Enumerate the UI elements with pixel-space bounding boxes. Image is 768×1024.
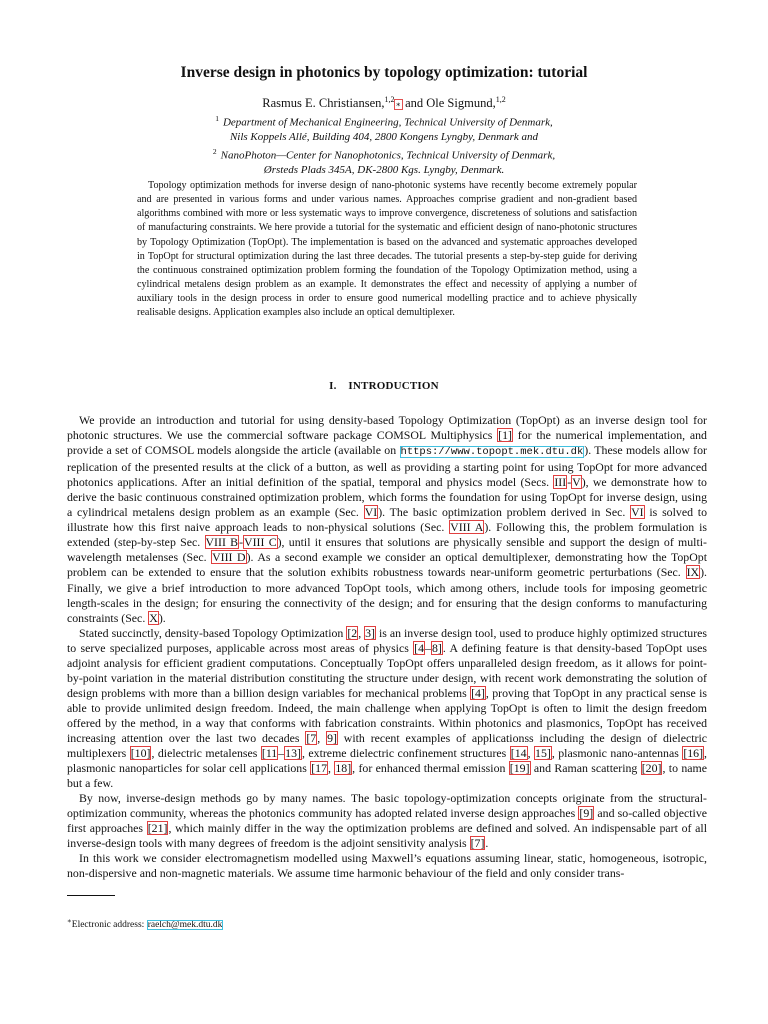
text-run: , which mainly differ in the way the optimization problems are defined and solved. An indispensable part of all inverse-design tools with many degrees of freedom is the adjoint sensitivity analysis	[67, 821, 707, 851]
text-run: -	[239, 535, 244, 550]
text-run: ), we demonstrate how to derive the basic continuous constrained optimization problem, which forms the foundation for using TopOpt for inverse design, using a cylindrical metalens design problem as an example (Sec.	[67, 475, 707, 520]
citation-link[interactable]: 15]	[535, 746, 551, 761]
section-ref-link[interactable]: IX	[686, 565, 700, 580]
citation-link[interactable]: [19]	[509, 761, 530, 776]
section-ref-link[interactable]: VIII A	[450, 520, 484, 535]
citation-link[interactable]: [16]	[683, 746, 704, 761]
footnote-rule	[67, 895, 115, 896]
citation-link[interactable]: 3]	[365, 625, 375, 640]
text-run: . A defining feature is that density-based TopOpt uses adjoint analysis for efficient gradient computations. Conceptually TopOpt offers unparalleled design freedom, as it allows for point-by-point variation in the material distribution constituting the structure under design, with recent work demonstrating the solution of design problems with more than a billion design variables for mechanical problems	[67, 640, 707, 700]
affiliation-line: Nils Koppels Allé, Building 404, 2800 Kongens Lyngby, Denmark and	[229, 131, 539, 144]
citation-link[interactable]: [20]	[641, 761, 662, 776]
text-run: –	[425, 640, 431, 655]
section-ref-link[interactable]: VIII D	[212, 550, 246, 565]
author-name: and Ole Sigmund,	[401, 96, 496, 111]
paper-title: Inverse design in photonics by topology optimization: tutorial	[180, 64, 588, 81]
text-run: , proving that TopOpt in any practical sense is able to provide unlimited design freedom. Indeed, the main challenge when applying TopOpt is often to limit the design freedom offered by the method, in a way that conforms with fabrication constraints. Within photonics and plasmonics, TopOpt has received increasing attention over the last two decades	[67, 685, 707, 745]
citation-link[interactable]: 13]	[285, 746, 301, 761]
affiliation-text: Department of Mechanical Engineering, Technical University of Denmark,	[222, 116, 553, 129]
section-title: INTRODUCTION	[348, 380, 439, 392]
abstract-text: Topology optimization methods for inverse design of nano-photonic systems have recently become extremely popular and are presented in various forms and under various names. Approaches comprise gradient and non-gradient based algorithms combined with more or less systematic ways to improve convergence, discreteness of solutions and satisfaction of manufacturing constraints. We here provide a tutorial for the systematic and efficient design of nano-photonic structures by Topology Optimization (TopOpt). The implementation is based on the advanced and systematic approaches developed in TopOpt for structural optimization during the last three decades. The tutorial presents a step-by-step guide for deriving the continuous constrained optimization problem forming the foundation of the Topology Optimization method, using a cylindrical metalens design problem as an example. It demonstrates the effect and necessity of applying a number of auxiliary tools in the design process in order to ensure good numerical modelling practice and to achieve physically realisable designs. Application examples also include an optical demultiplexer.	[137, 180, 637, 319]
affiliation-number: 2	[212, 146, 217, 156]
text-run: with recent examples of applicationss including the design of dielectric multiplexers	[67, 730, 708, 761]
paragraph	[67, 626, 707, 792]
affiliation-line	[0, 112, 768, 130]
text-run: is solved to illustrate how this first naive approach leads to non-physical solutions (Sec.	[67, 505, 708, 535]
author-name: Rasmus E. Christiansen,	[262, 96, 385, 111]
citation-link[interactable]: [7]	[470, 836, 485, 851]
paragraph	[67, 791, 707, 851]
citation-link[interactable]: [9]	[579, 806, 594, 821]
citation-link[interactable]: [11	[261, 746, 278, 761]
text-run: ,	[317, 730, 327, 745]
section-ref-link[interactable]: X	[149, 610, 158, 625]
body-text	[67, 413, 707, 881]
footnote-mark: ∗	[67, 917, 72, 925]
affiliation-line	[0, 145, 768, 163]
text-run: , plasmonic nano-antennas	[551, 746, 683, 761]
text-run: ,	[328, 761, 335, 776]
author-affil-sup: 1,2	[384, 95, 395, 104]
text-run: for the numerical implementation, and provide a set of COMSOL models alongside the article (available on	[67, 428, 707, 458]
section-ref-link[interactable]: VIII B	[205, 535, 239, 550]
text-run: and so-called objective first approaches	[67, 806, 708, 836]
text-run: is an inverse design tool, used to produce highly optimized structures to serve specialized purposes, applicable across most areas of physics	[67, 625, 708, 655]
citation-link[interactable]: [10]	[130, 746, 151, 761]
section-ref-link[interactable]: VIII C	[244, 535, 277, 550]
text-run: -	[567, 475, 572, 490]
text-run: ). These models allow for replication of the presented results at the click of a button, as well as providing a starting point for using TopOpt for more advanced photonics applications. After an initial definition of the spatial, temporal and physics model (Secs.	[67, 443, 707, 490]
citation-link[interactable]: [4]	[471, 685, 485, 700]
text-run: ,	[358, 625, 365, 640]
footnote-label: Electronic address:	[71, 920, 147, 931]
citation-link[interactable]: [14	[510, 746, 527, 761]
text-run: , to name but a few.	[67, 761, 708, 791]
text-run: ,	[527, 746, 535, 761]
email-link[interactable]: raelch@mek.dtu.dk	[147, 920, 223, 931]
author-line	[0, 95, 768, 111]
text-run: , for enhanced thermal emission	[352, 761, 509, 776]
citation-link[interactable]: [4	[414, 640, 425, 655]
section-ref-link[interactable]: VI	[631, 505, 644, 520]
text-run: We provide an introduction and tutorial for using density-based Topology Optimization (TopOpt) as an inverse design tool for photonic structures. We use the commercial software package COMSOL Multiphysics	[67, 413, 707, 443]
url-link[interactable]: https://www.topopt.mek.dtu.dk	[400, 446, 584, 459]
footnote	[67, 917, 223, 930]
text-run: , dielectric metalenses	[151, 746, 261, 761]
text-run: , extreme dielectric confinement structures	[301, 746, 510, 761]
text-run: , plasmonic nanoparticles for solar cell applications	[67, 746, 708, 776]
citation-link[interactable]: 8]	[431, 640, 442, 655]
section-ref-link[interactable]: III	[554, 475, 567, 490]
section-ref-link[interactable]: VI	[364, 505, 378, 520]
text-run: By now, inverse-design methods go by many names. The basic topology-optimization concepts originate from the structural-optimization community, whereas the photonics community has adopted related inverse design approaches	[67, 791, 707, 821]
footnote-mark-link[interactable]: ∗	[395, 100, 401, 110]
citation-link[interactable]: [7	[306, 730, 317, 745]
text-run: ), until it ensures that solutions are physically sensible and support the design of multi-wavelength metalenses (Sec.	[67, 535, 707, 565]
text-run: ). Following this, the problem formulation is extended (step-by-step Sec.	[67, 520, 707, 550]
citation-link[interactable]: 9]	[327, 730, 337, 745]
affiliation-line: Ørsteds Plads 345A, DK-2800 Kgs. Lyngby, Denmark.	[263, 163, 505, 176]
abstract	[137, 179, 637, 321]
affiliation-number: 1	[215, 114, 219, 123]
text-run: .	[485, 836, 489, 851]
section-number: I.	[329, 380, 337, 392]
text-run: ).	[158, 610, 166, 625]
section-heading	[0, 380, 768, 392]
text-run: –	[278, 746, 285, 761]
citation-link[interactable]: 18]	[335, 761, 352, 776]
paragraph: In this work we consider electromagnetism modelled using Maxwell’s equations assuming linear, static, homogeneous, isotropic, non-dispersive and non-magnetic materials. We assume time harmonic behaviour of the field and only consider trans-	[67, 851, 707, 881]
citation-link[interactable]: [21]	[147, 821, 168, 836]
author-affil-sup: 1,2	[495, 95, 506, 104]
text-run: and Raman scattering	[530, 761, 641, 776]
text-run: ). The basic optimization problem derived in Sec.	[378, 505, 631, 520]
affiliations	[0, 112, 768, 177]
text-run: Stated succinctly, density-based Topology Optimization	[79, 625, 347, 640]
citation-link[interactable]: [1]	[498, 428, 512, 443]
citation-link[interactable]: [17	[311, 761, 328, 776]
text-run: ). As a second example we consider an optical demultiplexer, demonstrating how the TopOpt problem can be extended to ensure that the solution exhibits robustness towards near-uniform geometric perturbations (Sec.	[67, 550, 707, 580]
section-ref-link[interactable]: V	[572, 475, 581, 490]
affiliation-text: NanoPhoton—Center for Nanophotonics, Technical University of Denmark,	[220, 149, 556, 162]
text-run: ). Finally, we give a brief introduction to more advanced TopOpt tools, which among others, include tools for imposing geometric length-scales in the design; for ensuring the connectivity of the design; and for ensuring that the design conforms to manufacturing constraints (Sec.	[67, 565, 707, 625]
paragraph	[67, 413, 707, 626]
citation-link[interactable]: [2	[347, 625, 358, 640]
